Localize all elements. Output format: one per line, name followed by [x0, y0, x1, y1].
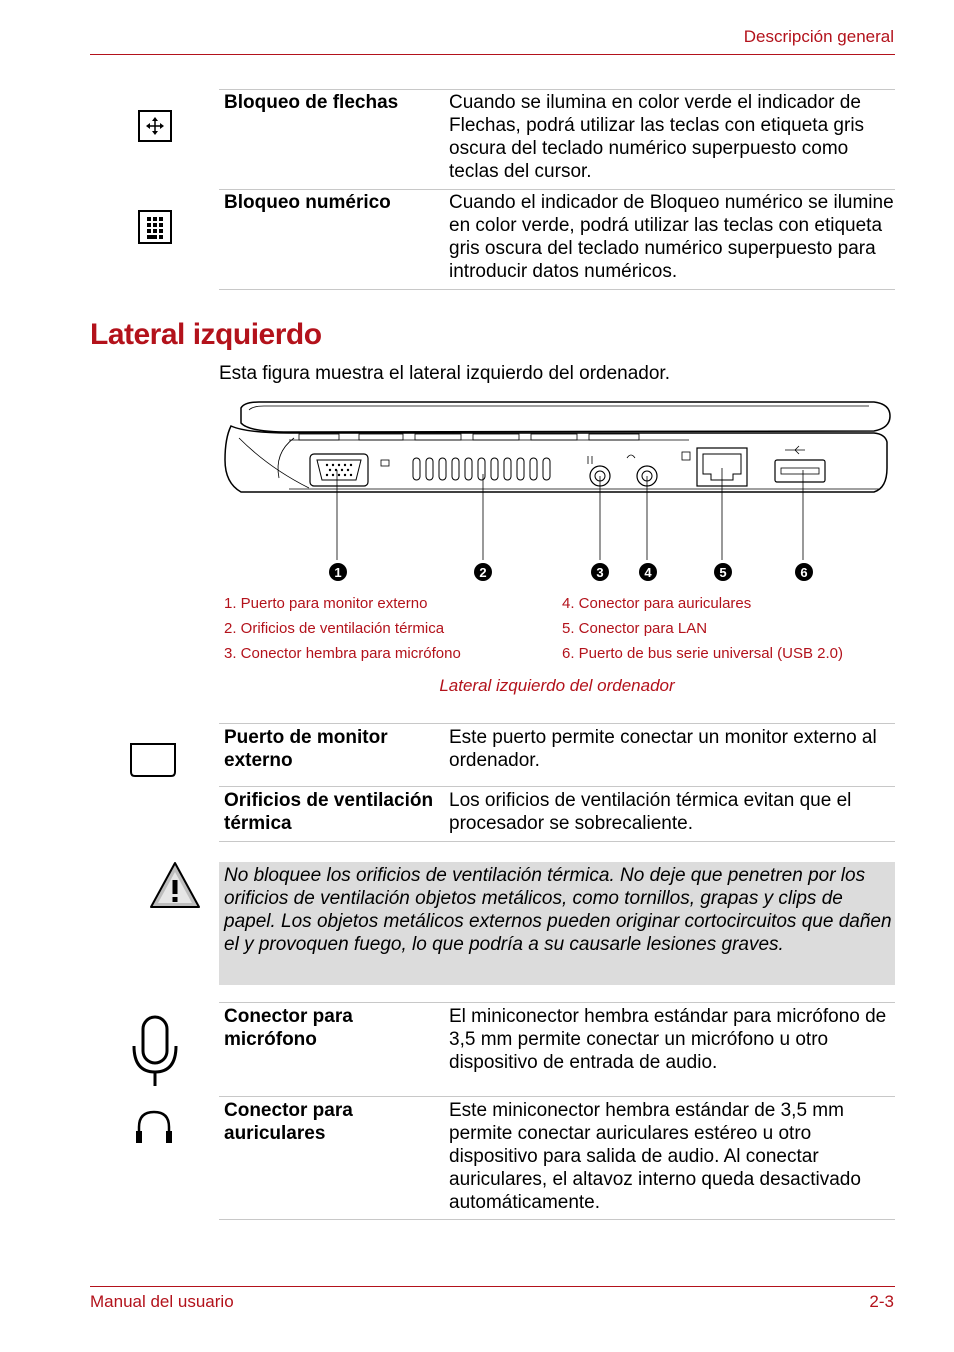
- callout-3: [591, 563, 609, 581]
- table-divider: [219, 723, 895, 724]
- running-header: Descripción general: [743, 27, 894, 46]
- arrow-mode-icon: [138, 110, 172, 142]
- svg-text:3: 3: [596, 565, 604, 580]
- table-divider: [219, 89, 895, 90]
- legend-item: 5. Conector para LAN: [562, 620, 708, 637]
- table-description: Este miniconector hembra estándar de 3,5 mm permite conectar auriculares estéreo u otro dispositivo para salida de audio. Al conectar auriculares, el altavoz interno queda desactivado automáticamente.: [449, 1100, 861, 1213]
- table-term: Conector para micrófono: [224, 1006, 353, 1050]
- table-divider: [219, 1219, 895, 1220]
- callout-6: [795, 563, 813, 581]
- section-title: Lateral izquierdo: [90, 318, 322, 351]
- legend-item: 6. Puerto de bus serie universal (USB 2.0): [562, 645, 843, 662]
- svg-text:4: 4: [644, 565, 652, 580]
- page-number: 2-3: [869, 1292, 894, 1311]
- svg-text:6: 6: [800, 565, 808, 580]
- legend-item: 1. Puerto para monitor externo: [224, 595, 428, 612]
- footer-title: Manual del usuario: [90, 1292, 234, 1311]
- monitor-port-icon: [129, 742, 177, 778]
- table-term: Orificios de ventilación térmica: [224, 790, 434, 834]
- table-divider: [219, 1096, 895, 1097]
- legend-item: 3. Conector hembra para micrófono: [224, 645, 461, 662]
- callout-5: [714, 563, 732, 581]
- warning-icon: [148, 860, 202, 912]
- headphones-icon: [133, 1109, 175, 1145]
- legend-item: 4. Conector para auriculares: [562, 595, 752, 612]
- table-description: Cuando se ilumina en color verde el indicador de Flechas, podrá utilizar las teclas con etiqueta gris oscura del teclado numérico superpuesto como teclas del cursor.: [449, 92, 865, 182]
- figure-caption: Lateral izquierdo del ordenador: [439, 676, 675, 695]
- warning-text: No bloquee los orificios de ventilación térmica. No deje que penetren por los orificios de ventilación objetos metálicos, como tornillos, grapas y clips de papel. Los objetos metálicos externos pueden originar cortocircuitos que dañen el y provoquen fuego, lo que podría a su causarle lesiones graves.: [224, 865, 892, 955]
- table-term: Puerto de monitor externo: [224, 727, 388, 771]
- header-rule: [90, 54, 895, 55]
- table-description: Este puerto permite conectar un monitor externo al ordenador.: [449, 727, 877, 771]
- table-term: Bloqueo de flechas: [224, 92, 399, 113]
- table-divider: [219, 189, 895, 190]
- table-divider: [219, 786, 895, 787]
- laptop-left-side-figure: [219, 398, 895, 590]
- numeric-mode-icon: [138, 210, 172, 244]
- table-divider: [219, 841, 895, 842]
- legend-item: 2. Orificios de ventilación térmica: [224, 620, 445, 637]
- intro-text: Esta figura muestra el lateral izquierdo del ordenador.: [219, 363, 670, 384]
- table-divider: [219, 1002, 895, 1003]
- table-divider: [219, 289, 895, 290]
- callout-2: [474, 563, 492, 581]
- svg-text:2: 2: [479, 565, 487, 580]
- callout-1: [329, 563, 347, 581]
- footer-rule: [90, 1286, 895, 1287]
- callout-4: [639, 563, 657, 581]
- svg-text:5: 5: [719, 565, 727, 580]
- table-description: El miniconector hembra estándar para micrófono de 3,5 mm permite conectar un micrófono u otro dispositivo de entrada de audio.: [449, 1006, 887, 1073]
- table-term: Bloqueo numérico: [224, 192, 391, 213]
- svg-text:1: 1: [334, 565, 342, 580]
- table-description: Cuando el indicador de Bloqueo numérico se ilumine en color verde, podrá utilizar las teclas con etiqueta gris oscura del teclado numérico superpuesto para introducir datos numéricos.: [449, 192, 894, 282]
- table-description: Los orificios de ventilación térmica evitan que el procesador se sobrecaliente.: [449, 790, 852, 834]
- microphone-icon: [130, 1014, 180, 1088]
- table-term: Conector para auriculares: [224, 1100, 353, 1144]
